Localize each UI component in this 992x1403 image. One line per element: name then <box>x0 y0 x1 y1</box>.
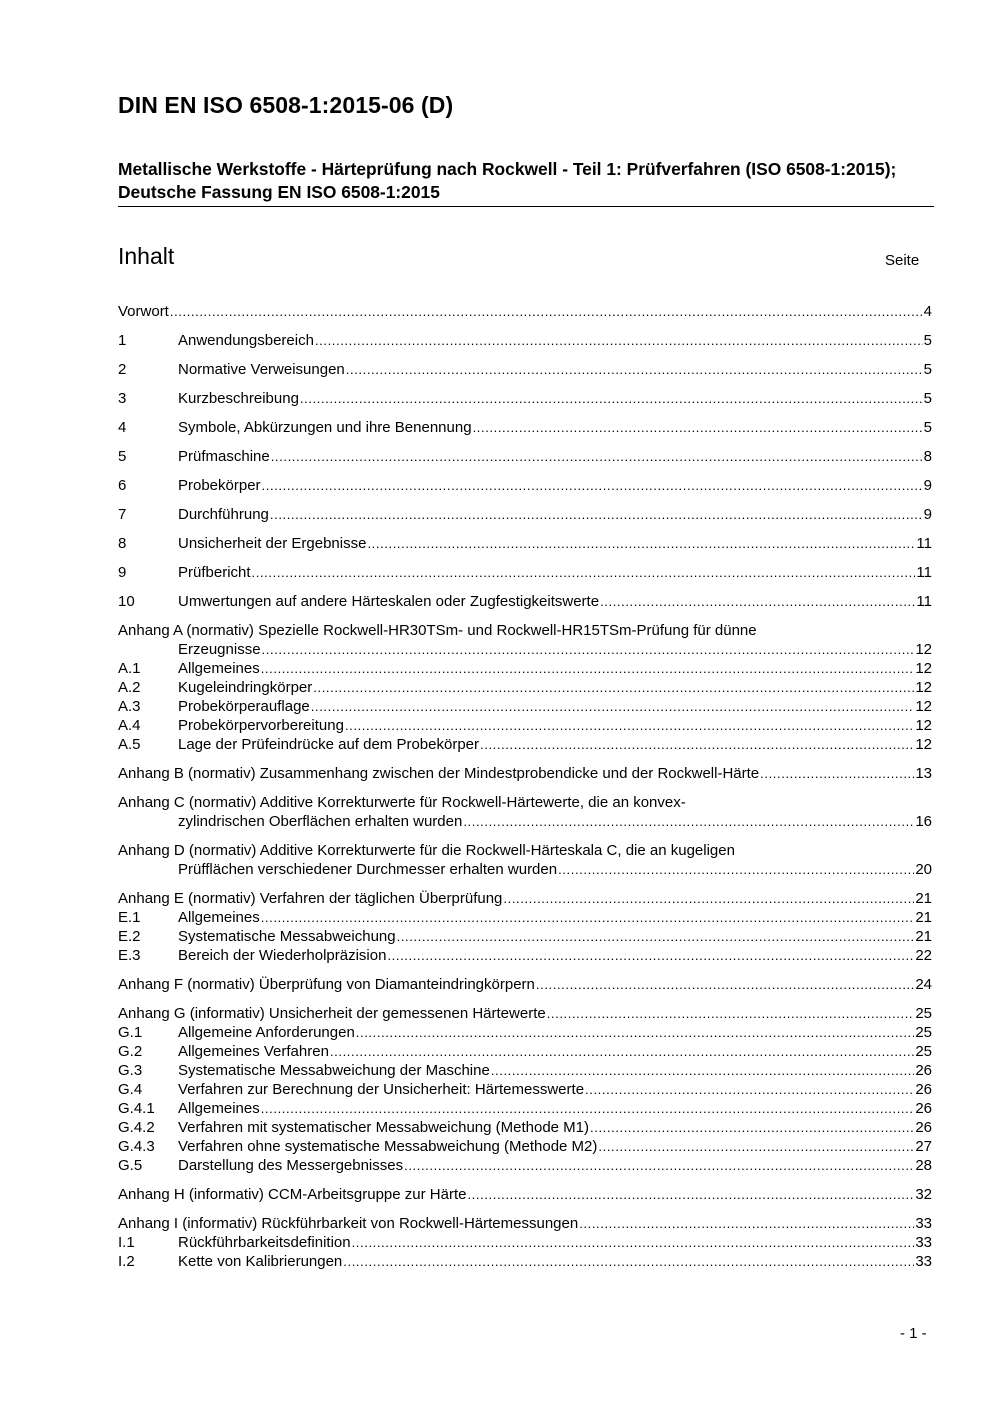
leader-dots <box>598 1137 914 1156</box>
toc-entry-annex-f[interactable] <box>118 975 932 994</box>
leader-dots <box>262 476 923 495</box>
toc-entry-page: 12 <box>915 679 932 696</box>
toc-entry-subsection[interactable] <box>118 946 932 965</box>
toc-entry-subsection[interactable] <box>118 1137 932 1156</box>
toc-entry-label: Allgemeines <box>178 909 260 926</box>
toc-entry-label: Normative Verweisungen <box>178 361 345 378</box>
toc-entry-page: 9 <box>923 477 932 494</box>
leader-dots <box>311 697 915 716</box>
leader-dots <box>558 860 914 879</box>
toc-entry-number: I.2 <box>118 1253 135 1270</box>
toc-entry-page: 25 <box>915 1024 932 1041</box>
toc-entry-number: G.5 <box>118 1157 143 1174</box>
toc-entry-label: Probekörper <box>178 477 261 494</box>
toc-entry-section[interactable] <box>118 389 932 408</box>
toc-entry-label: Umwertungen auf andere Härteskalen oder Zugfestigkeitswerte <box>178 593 600 610</box>
toc-entry-annex-e[interactable] <box>118 889 932 908</box>
toc-entry-number: G.4.3 <box>118 1138 155 1155</box>
toc-entry-page: 4 <box>923 303 932 320</box>
toc-entry-subsection[interactable] <box>118 1080 932 1099</box>
leader-dots <box>261 1099 915 1118</box>
toc-heading: Inhalt <box>118 243 175 269</box>
toc-entry-label: Allgemeines Verfahren <box>178 1043 329 1060</box>
toc-entry-label: Vorwort <box>118 303 169 320</box>
leader-dots <box>261 659 915 678</box>
toc-entry-page: 26 <box>915 1081 932 1098</box>
toc-entry-number: I.1 <box>118 1234 135 1251</box>
toc-entry-number: A.3 <box>118 698 141 715</box>
toc-entry-page: 25 <box>915 1005 932 1022</box>
toc-annex-title: Anhang C (normativ) Additive Korrekturwerte für Rockwell-Härtewerte, die an konvex- <box>118 794 686 811</box>
toc-entry-page: 26 <box>915 1119 932 1136</box>
toc-entry-label: Bereich der Wiederholpräzision <box>178 947 387 964</box>
toc-entry-page: 26 <box>915 1062 932 1079</box>
toc-entry-section[interactable] <box>118 563 932 582</box>
toc-entry-page: 21 <box>915 890 932 907</box>
toc-annex-title: Anhang F (normativ) Überprüfung von Diamanteindringkörpern <box>118 976 535 993</box>
toc-entry-label: Anwendungsbereich <box>178 332 314 349</box>
toc-entry-number: 4 <box>118 419 127 436</box>
leader-dots <box>343 1252 914 1271</box>
toc-entry-page: 12 <box>915 717 932 734</box>
toc-entry-subsection[interactable] <box>118 1156 932 1175</box>
toc-entry-page: 5 <box>923 419 932 436</box>
toc-entry-annex-d[interactable] <box>118 841 932 879</box>
toc-entry-number: 1 <box>118 332 127 349</box>
leader-dots <box>600 592 915 611</box>
toc-entry-section[interactable] <box>118 331 932 350</box>
toc-entry-section[interactable] <box>118 360 932 379</box>
toc-entry-annex-h[interactable] <box>118 1185 932 1204</box>
toc-entry-page: 12 <box>915 660 932 677</box>
leader-dots <box>346 360 923 379</box>
toc-entry-page: 5 <box>923 390 932 407</box>
toc-entry-page: 16 <box>915 813 932 830</box>
toc-entry-page: 11 <box>916 593 932 610</box>
toc-entry-label: Probekörpervorbereitung <box>178 717 344 734</box>
toc-entry-subsection[interactable] <box>118 1118 932 1137</box>
leader-dots <box>356 1023 915 1042</box>
toc-entry-page: 11 <box>916 535 932 552</box>
toc-entry-page: 21 <box>915 928 932 945</box>
toc-entry-page: 12 <box>915 641 932 658</box>
leader-dots <box>170 302 923 321</box>
title-divider <box>118 206 934 207</box>
toc-entry-subsection[interactable] <box>118 908 932 927</box>
toc-entry-subsection[interactable] <box>118 1252 932 1271</box>
toc-annex-title-continued: Erzeugnisse <box>178 641 261 658</box>
toc-entry-page: 28 <box>915 1157 932 1174</box>
toc-entry-number: 6 <box>118 477 127 494</box>
toc-entry-label: Prüfmaschine <box>178 448 270 465</box>
leader-dots <box>491 1061 914 1080</box>
toc-entry-number: G.4 <box>118 1081 143 1098</box>
toc-entry-number: A.4 <box>118 717 141 734</box>
leader-dots <box>313 678 914 697</box>
leader-dots <box>270 505 923 524</box>
toc-entry-page: 26 <box>915 1100 932 1117</box>
toc-entry-annex-a[interactable] <box>118 621 932 659</box>
toc-entry-annex-b[interactable] <box>118 764 932 783</box>
toc-entry-page: 13 <box>915 765 932 782</box>
toc-entry-annex-g[interactable] <box>118 1004 932 1023</box>
leader-dots <box>352 1233 915 1252</box>
toc-entry-subsection[interactable] <box>118 716 932 735</box>
toc-entry-subsection[interactable] <box>118 1099 932 1118</box>
toc-entry-number: 10 <box>118 593 135 610</box>
leader-dots <box>590 1118 914 1137</box>
leader-dots <box>473 418 923 437</box>
toc-entry-page: 25 <box>915 1043 932 1060</box>
page-number-footer: - 1 - <box>900 1325 927 1342</box>
toc-entry-subsection[interactable] <box>118 735 932 754</box>
toc-entry-label: Probekörperauflage <box>178 698 310 715</box>
toc-entry-section[interactable] <box>118 592 932 611</box>
toc-entry-subsection[interactable] <box>118 1023 932 1042</box>
toc-entry-number: G.3 <box>118 1062 143 1079</box>
toc-entry-page: 27 <box>915 1138 932 1155</box>
toc-entry-label: Kette von Kalibrierungen <box>178 1253 343 1270</box>
toc-entry-number: 8 <box>118 535 127 552</box>
leader-dots <box>404 1156 914 1175</box>
toc-entry-section[interactable] <box>118 418 932 437</box>
toc-entry-section[interactable] <box>118 505 932 524</box>
toc-entry-label: Rückführbarkeitsdefinition <box>178 1234 351 1251</box>
toc-entry-label: Symbole, Abkürzungen und ihre Benennung <box>178 419 472 436</box>
toc-annex-title: Anhang D (normativ) Additive Korrekturwerte für die Rockwell-Härteskala C, die an kugeligen <box>118 842 735 859</box>
toc-annex-title: Anhang H (informativ) CCM-Arbeitsgruppe zur Härte <box>118 1186 467 1203</box>
toc-entry-number: G.4.1 <box>118 1100 155 1117</box>
toc-entry-number: 9 <box>118 564 127 581</box>
toc-entry-label: Verfahren mit systematischer Messabweichung (Methode M1) <box>178 1119 590 1136</box>
toc-entry-number: E.2 <box>118 928 141 945</box>
document-subtitle: Metallische Werkstoffe - Härteprüfung nach Rockwell - Teil 1: Prüfverfahren (ISO 6508-1:2015); Deutsche Fassung EN ISO 6508-1:2015 <box>118 159 897 202</box>
leader-dots <box>367 534 915 553</box>
toc-entry-page: 33 <box>915 1253 932 1270</box>
leader-dots <box>536 975 914 994</box>
leader-dots <box>315 331 923 350</box>
toc-entry-label: Allgemeines <box>178 660 260 677</box>
leader-dots <box>300 389 923 408</box>
toc-entry-page: 24 <box>915 976 932 993</box>
toc-entry-annex-c[interactable] <box>118 793 932 831</box>
toc-entry-page: 5 <box>923 361 932 378</box>
toc-entry-label: Kugeleindringkörper <box>178 679 313 696</box>
toc-entry-label: Unsicherheit der Ergebnisse <box>178 535 367 552</box>
toc-entry-vorwort[interactable] <box>118 302 932 321</box>
toc-entry-subsection[interactable] <box>118 1233 932 1252</box>
toc-entry-page: 33 <box>915 1215 932 1232</box>
toc-entry-subsection[interactable] <box>118 659 932 678</box>
toc-entry-label: Systematische Messabweichung der Maschine <box>178 1062 490 1079</box>
leader-dots <box>397 927 915 946</box>
toc-entry-label: Prüfbericht <box>178 564 251 581</box>
toc-entry-subsection[interactable] <box>118 697 932 716</box>
leader-dots <box>345 716 914 735</box>
table-of-contents <box>118 302 932 1271</box>
toc-entry-page: 32 <box>915 1186 932 1203</box>
toc-entry-page: 9 <box>923 506 932 523</box>
toc-annex-title-continued: zylindrischen Oberflächen erhalten wurden <box>178 813 463 830</box>
toc-entry-label: Kurzbeschreibung <box>178 390 299 407</box>
leader-dots <box>387 946 914 965</box>
toc-entry-section[interactable] <box>118 534 932 553</box>
leader-dots <box>467 1185 914 1204</box>
toc-entry-page: 22 <box>915 947 932 964</box>
leader-dots <box>480 735 914 754</box>
leader-dots <box>252 563 916 582</box>
toc-entry-label: Durchführung <box>178 506 269 523</box>
toc-entry-number: A.5 <box>118 736 141 753</box>
toc-entry-page: 12 <box>915 698 932 715</box>
leader-dots <box>463 812 914 831</box>
toc-annex-title: Anhang A (normativ) Spezielle Rockwell-HR30TSm- und Rockwell-HR15TSm-Prüfung für dünne <box>118 622 757 639</box>
toc-entry-number: E.1 <box>118 909 141 926</box>
toc-entry-number: A.1 <box>118 660 141 677</box>
toc-entry-number: G.2 <box>118 1043 143 1060</box>
toc-entry-number: A.2 <box>118 679 141 696</box>
leader-dots <box>585 1080 914 1099</box>
toc-annex-title: Anhang G (informativ) Unsicherheit der gemessenen Härtewerte <box>118 1005 546 1022</box>
toc-entry-number: 5 <box>118 448 127 465</box>
toc-entry-number: 7 <box>118 506 127 523</box>
toc-entry-label: Allgemeine Anforderungen <box>178 1024 355 1041</box>
toc-entry-section[interactable] <box>118 476 932 495</box>
toc-entry-subsection[interactable] <box>118 927 932 946</box>
toc-entry-subsection[interactable] <box>118 678 932 697</box>
toc-entry-number: G.1 <box>118 1024 143 1041</box>
toc-entry-label: Verfahren zur Berechnung der Unsicherheit: Härtemesswerte <box>178 1081 585 1098</box>
document-title: DIN EN ISO 6508-1:2015-06 (D) <box>118 92 454 118</box>
toc-entry-number: G.4.2 <box>118 1119 155 1136</box>
toc-entry-subsection[interactable] <box>118 1061 932 1080</box>
toc-entry-page: 21 <box>915 909 932 926</box>
leader-dots <box>271 447 923 466</box>
leader-dots <box>262 640 915 659</box>
toc-entry-label: Verfahren ohne systematische Messabweichung (Methode M2) <box>178 1138 598 1155</box>
toc-entry-number: E.3 <box>118 947 141 964</box>
toc-annex-title-continued: Prüfflächen verschiedener Durchmesser erhalten wurden <box>178 861 558 878</box>
toc-entry-label: Darstellung des Messergebnisses <box>178 1157 404 1174</box>
toc-entry-page: 11 <box>916 564 932 581</box>
toc-entry-page: 33 <box>915 1234 932 1251</box>
toc-entry-label: Allgemeines <box>178 1100 260 1117</box>
toc-entry-label: Systematische Messabweichung <box>178 928 396 945</box>
leader-dots <box>760 764 914 783</box>
leader-dots <box>330 1042 914 1061</box>
leader-dots <box>579 1214 914 1233</box>
leader-dots <box>261 908 915 927</box>
leader-dots <box>503 889 914 908</box>
toc-entry-subsection[interactable] <box>118 1042 932 1061</box>
toc-entry-page: 8 <box>923 448 932 465</box>
toc-entry-annex-i[interactable] <box>118 1214 932 1233</box>
toc-entry-number: 2 <box>118 361 127 378</box>
page-column-label: Seite <box>885 252 920 269</box>
toc-annex-title: Anhang I (informativ) Rückführbarkeit von Rockwell-Härtemessungen <box>118 1215 579 1232</box>
toc-entry-page: 12 <box>915 736 932 753</box>
toc-entry-page: 5 <box>923 332 932 349</box>
leader-dots <box>547 1004 915 1023</box>
toc-entry-label: Lage der Prüfeindrücke auf dem Probekörper <box>178 736 480 753</box>
toc-entry-page: 20 <box>915 861 932 878</box>
toc-annex-title: Anhang E (normativ) Verfahren der täglichen Überprüfung <box>118 890 503 907</box>
toc-entry-number: 3 <box>118 390 127 407</box>
toc-entry-section[interactable] <box>118 447 932 466</box>
toc-annex-title: Anhang B (normativ) Zusammenhang zwischen der Mindestprobendicke und der Rockwell-Härte <box>118 765 760 782</box>
